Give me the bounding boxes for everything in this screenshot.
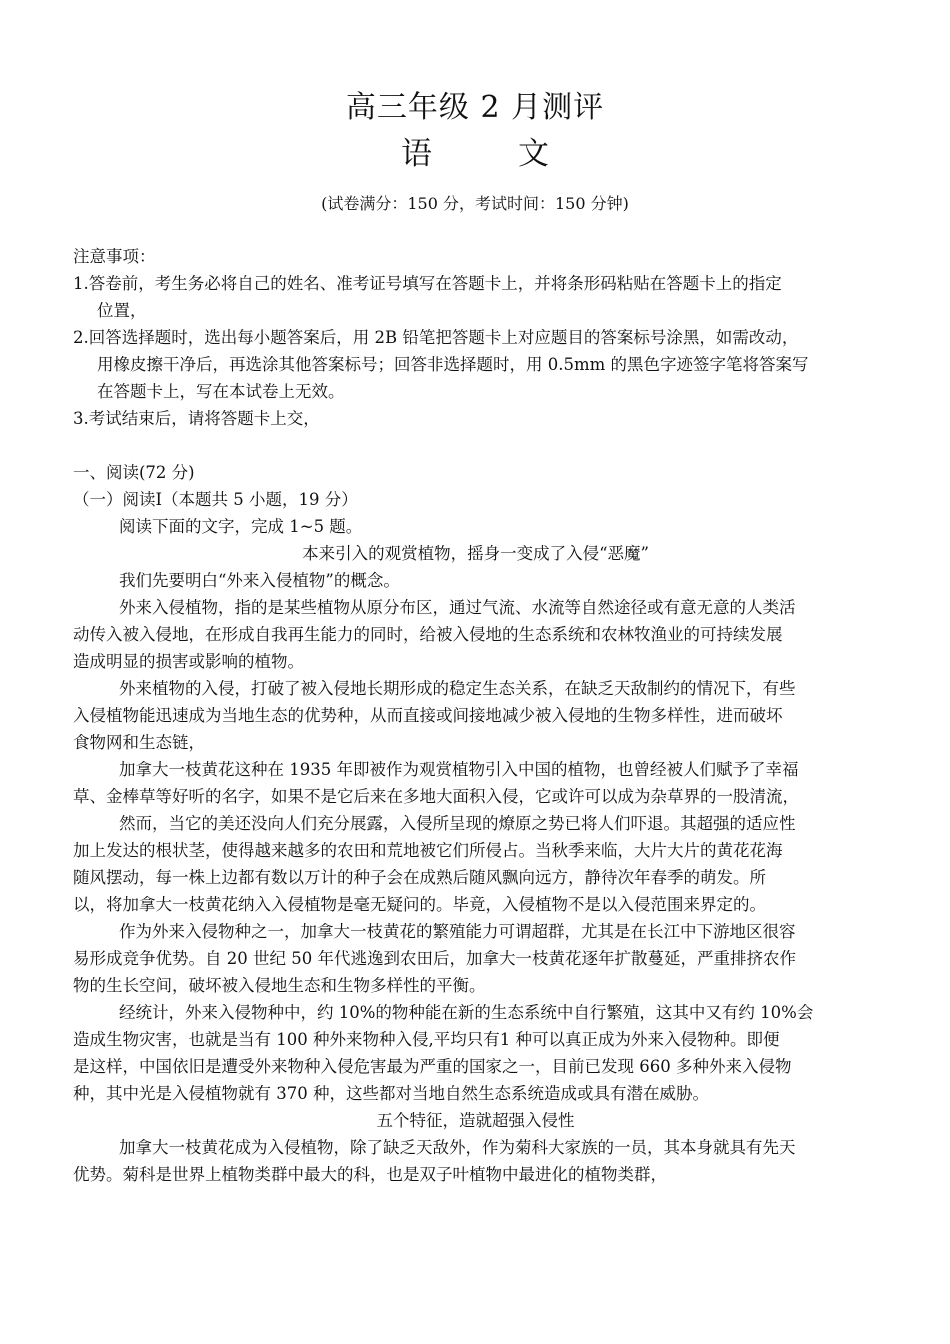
paragraph-7-line: 是这样，中国依旧是遭受外来物种入侵危害最为严重的国家之一，目前已发现 660 多种外来入侵物	[73, 1057, 792, 1076]
exam-title: 高三年级 2 月测评	[345, 90, 605, 125]
exam-info: (试卷满分：150 分，考试时间：150 分钟)	[321, 194, 629, 213]
notice-item-2-cont: 在答题卡上，写在本试卷上无效。	[97, 382, 345, 401]
subject-title	[0, 134, 950, 174]
paragraph-3-line: 食物网和生态链，	[73, 733, 205, 752]
notice-item-3: 3.考试结束后，请将答题卡上交，	[73, 409, 320, 428]
reading-instruction: 阅读下面的文字，完成 1~5 题。	[119, 517, 363, 536]
paragraph-1: 我们先要明白“外来入侵植物”的概念。	[119, 571, 400, 590]
notice-item-1-cont: 位置，	[97, 301, 147, 320]
section-heading: 一、阅读(72 分)	[73, 463, 195, 482]
paragraph-5: 然而，当它的美还没向人们充分展露，入侵所呈现的燎原之势已将人们吓退。其超强的适应性	[119, 814, 796, 833]
paragraph-3: 外来植物的入侵，打破了被入侵地长期形成的稳定生态关系，在缺乏天敌制约的情况下，有些	[119, 679, 796, 698]
paragraph-2: 外来入侵植物，指的是某些植物从原分布区，通过气流、水流等自然途径或有意无意的人类活	[119, 598, 796, 617]
section-sub-heading: （一）阅读Ⅰ（本题共 5 小题，19 分）	[73, 490, 358, 509]
notice-item-1: 1.答卷前，考生务必将自己的姓名、准考证号填写在答题卡上，并将条形码粘贴在答题卡上的指定	[73, 274, 782, 293]
paragraph-2-line: 动传入被入侵地，在形成自我再生能力的同时，给被入侵地的生态系统和农林牧渔业的可持续发展	[73, 625, 783, 644]
paragraph-2-line: 造成明显的损害或影响的植物。	[73, 652, 304, 671]
paragraph-5-line: 以，将加拿大一枝黄花纳入入侵植物是毫无疑问的。毕竟，入侵植物不是以入侵范围来界定的。	[73, 895, 766, 914]
paragraph-8-line: 优势。菊科是世界上植物类群中最大的科，也是双子叶植物中最进化的植物类群，	[73, 1165, 667, 1184]
paragraph-4-line: 草、金棒草等好听的名字，如果不是它后来在多地大面积入侵，它或许可以成为杂草界的一股清流，	[73, 787, 799, 806]
subject-char-2: 文	[518, 136, 549, 172]
paragraph-6-line: 易形成竞争优势。自 20 世纪 50 年代逃逸到农田后，加拿大一枝黄花逐年扩散蔓延，严重排挤农作	[73, 949, 796, 968]
paragraph-7-line: 种，其中光是入侵植物就有 370 种，这些都对当地自然生态系统造成或具有潜在威胁。	[73, 1084, 709, 1103]
paragraph-8: 加拿大一枝黄花成为入侵植物，除了缺乏天敌外，作为菊科大家族的一员，其本身就具有先天	[119, 1138, 796, 1157]
notice-item-2: 2.回答选择题时，选出每小题答案后，用 2B 铅笔把答题卡上对应题目的答案标号涂黑，如需改动，	[73, 328, 799, 347]
spacer	[73, 432, 878, 459]
article-title: 本来引入的观赏植物，摇身一变成了入侵“恶魔”	[302, 544, 649, 563]
paragraph-4: 加拿大一枝黄花这种在 1935 年即被作为观赏植物引入中国的植物，也曾经被人们赋予了幸福	[119, 760, 799, 779]
article-subheading: 五个特征，造就超强入侵性	[376, 1111, 575, 1130]
paragraph-7-line: 造成生物灾害，也就是当有 100 种外来物种入侵,平均只有1 种可以真正成为外来入侵物种。即便	[73, 1030, 780, 1049]
exam-body	[73, 243, 878, 1188]
paragraph-3-line: 入侵植物能迅速成为当地生态的优势种，从而直接或间接地减少被入侵地的生物多样性，进而破坏	[73, 706, 783, 725]
paragraph-7: 经统计，外来入侵物种中，约 10%的物种能在新的生态系统中自行繁殖，这其中又有约 10%会	[119, 1003, 814, 1022]
paragraph-5-line: 加上发达的根状茎，使得越来越多的农田和荒地被它们所侵占。当秋季来临，大片大片的黄花花海	[73, 841, 783, 860]
paragraph-6-line: 物的生长空间，破坏被入侵地生态和生物多样性的平衡。	[73, 976, 486, 995]
subject-char-1: 语	[401, 136, 432, 172]
paragraph-5-line: 随风摆动，每一株上边都有数以万计的种子会在成熟后随风飘向远方，静待次年春季的萌发。所	[73, 868, 766, 887]
notice-item-2-cont: 用橡皮擦干净后，再选涂其他答案标号；回答非选择题时，用 0.5mm 的黑色字迹签字笔将答案写	[97, 355, 809, 374]
paragraph-6: 作为外来入侵物种之一，加拿大一枝黄花的繁殖能力可谓超群，尤其是在长江中下游地区很容	[119, 922, 796, 941]
notice-heading: 注意事项：	[73, 247, 156, 266]
